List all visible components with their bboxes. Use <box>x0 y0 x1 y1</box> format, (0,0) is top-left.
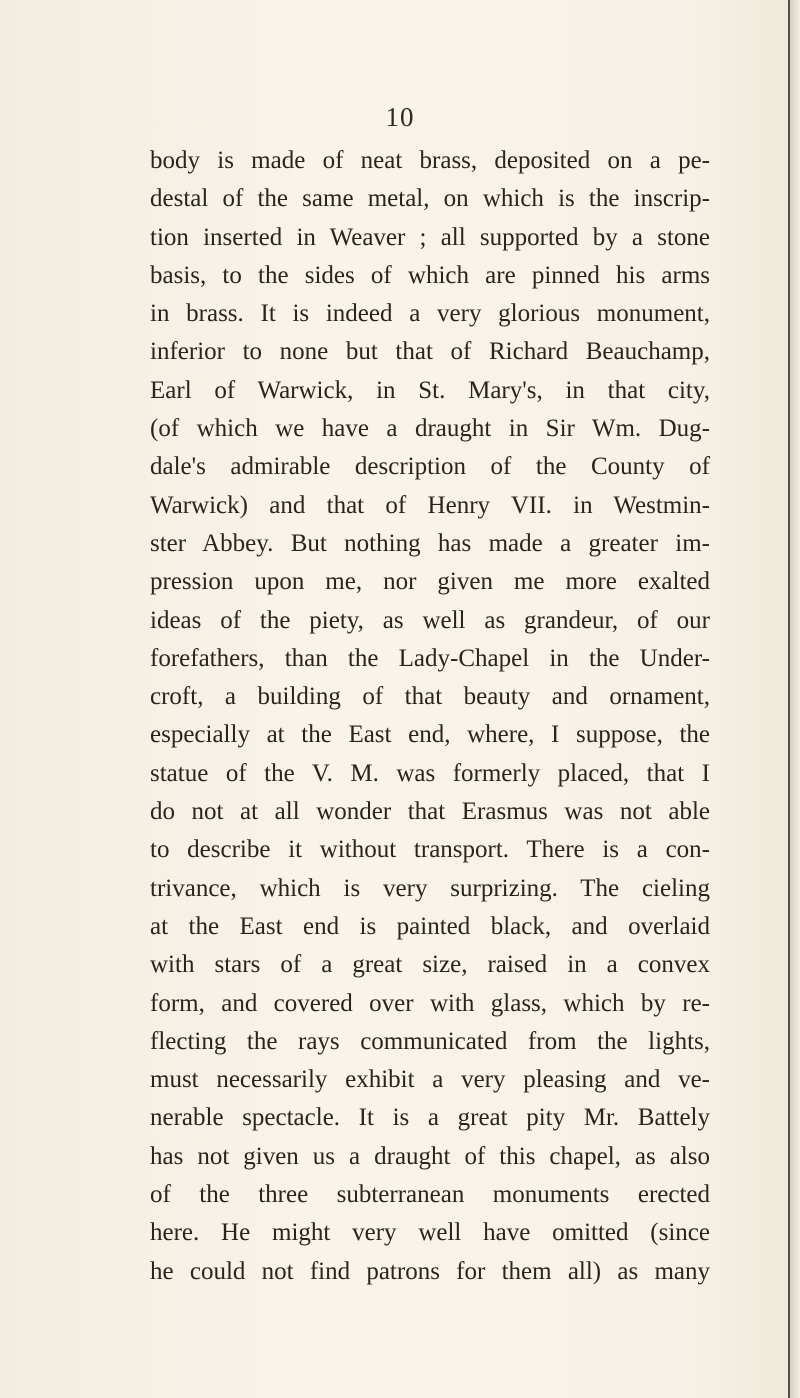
text-line: dale's admirable description of the County of <box>150 453 710 481</box>
text-line: ideas of the piety, as well as grandeur, of our <box>150 606 710 634</box>
text-line: basis, to the sides of which are pinned his arms <box>150 261 710 289</box>
text-line: trivance, which is very surprizing. The cieling <box>150 874 710 902</box>
text-line: to describe it without transport. There is a con- <box>150 836 710 864</box>
text-line: croft, a building of that beauty and ornament, <box>150 683 710 711</box>
page-number: 10 <box>385 102 415 132</box>
page-edge-shadow <box>790 0 800 1398</box>
text-line: in brass. It is indeed a very glorious monument, <box>150 300 710 328</box>
text-line: tion inserted in Weaver ; all supported by a stone <box>150 223 710 251</box>
text-line: body is made of neat brass, deposited on a pe- <box>150 147 710 174</box>
text-line: nerable spectacle. It is a great pity Mr. Battely <box>150 1104 710 1132</box>
text-line: especially at the East end, where, I suppose, the <box>150 721 710 749</box>
text-line: he could not find patrons for them all) as many <box>150 1257 710 1285</box>
text-line: with stars of a great size, raised in a convex <box>150 951 710 979</box>
text-line: has not given us a draught of this chapel, as also <box>150 1142 710 1170</box>
text-line: Earl of Warwick, in St. Mary's, in that city, <box>150 376 710 404</box>
text-line: (of which we have a draught in Sir Wm. Dug- <box>150 415 710 443</box>
text-line: statue of the V. M. was formerly placed, that I <box>150 759 710 787</box>
text-line: inferior to none but that of Richard Beauchamp, <box>150 338 710 366</box>
text-line: form, and covered over with glass, which by re- <box>150 989 710 1017</box>
text-line: ster Abbey. But nothing has made a greater im- <box>150 529 710 557</box>
text-line: destal of the same metal, on which is the inscrip- <box>150 185 710 213</box>
text-line: Warwick) and that of Henry VII. in Westmin- <box>150 491 710 519</box>
text-line: here. He might very well have omitted (since <box>150 1219 710 1247</box>
text-line: at the East end is painted black, and overlaid <box>150 912 710 940</box>
text-line: pression upon me, nor given me more exalted <box>150 568 710 596</box>
page-edge-line <box>788 0 790 1398</box>
text-line: forefathers, than the Lady-Chapel in the Under- <box>150 644 710 672</box>
text-line: do not at all wonder that Erasmus was not able <box>150 798 710 826</box>
body-text <box>150 142 710 1291</box>
text-line: of the three subterranean monuments erected <box>150 1181 710 1209</box>
text-line: flecting the rays communicated from the lights, <box>150 1027 710 1055</box>
text-line: must necessarily exhibit a very pleasing and ve- <box>150 1066 710 1094</box>
